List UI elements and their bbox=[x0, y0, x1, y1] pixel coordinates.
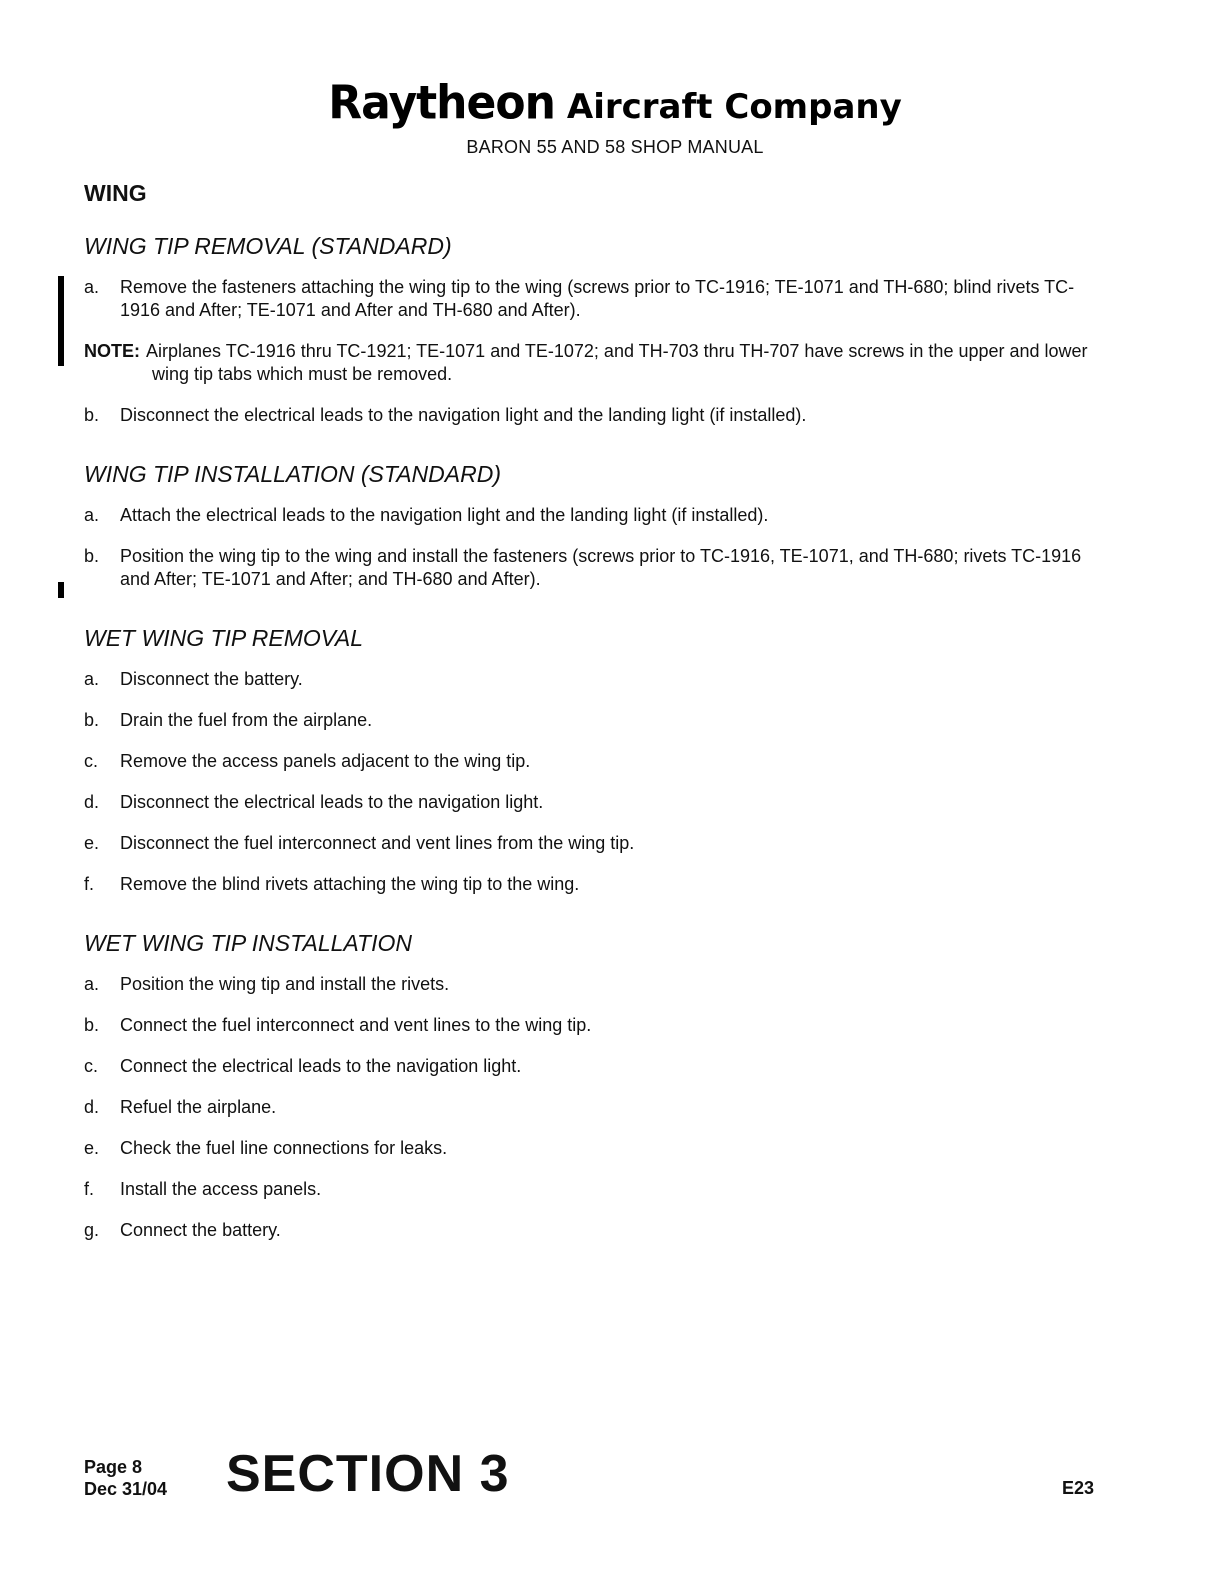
list-item bbox=[84, 791, 1094, 814]
step-letter: d. bbox=[84, 792, 100, 812]
step-letter: a. bbox=[84, 974, 100, 994]
step-text: Remove the fasteners attaching the wing tip to the wing (screws prior to TC-1916; TE-1071 and TH-680; blind rivets TC-1916 and After; TE-1071 and After and TH-680 and After). bbox=[120, 277, 1075, 320]
step-letter: a. bbox=[84, 669, 100, 689]
step-text: Position the wing tip and install the rivets. bbox=[120, 974, 450, 994]
step-text: Install the access panels. bbox=[120, 1179, 322, 1199]
change-bar-1 bbox=[58, 276, 64, 366]
subsection-title: WET WING TIP INSTALLATION bbox=[84, 930, 412, 956]
list-item bbox=[84, 1055, 1094, 1078]
step-text: Position the wing tip to the wing and install the fasteners (screws prior to TC-1916, TE-1071, and TH-680; rivets TC-1916 and After; TE-1071 and After; and TH-680 and After). bbox=[120, 546, 1082, 589]
step-text: Disconnect the fuel interconnect and vent lines from the wing tip. bbox=[120, 833, 635, 853]
section-title: WING bbox=[84, 180, 147, 206]
wing-tip-removal-block bbox=[84, 233, 1094, 427]
step-letter: b. bbox=[84, 710, 100, 730]
list-item bbox=[84, 404, 1094, 427]
list-item bbox=[84, 973, 1094, 996]
content bbox=[84, 180, 1094, 1276]
step-letter: e. bbox=[84, 1138, 100, 1158]
step-letter: f. bbox=[84, 1179, 95, 1199]
step-letter: g. bbox=[84, 1220, 100, 1240]
page-date: Dec 31/04 bbox=[84, 1479, 168, 1499]
note bbox=[84, 340, 1094, 386]
list-item bbox=[84, 832, 1094, 855]
list-item bbox=[84, 276, 1094, 322]
list-item bbox=[84, 668, 1094, 691]
step-letter: c. bbox=[84, 751, 99, 771]
list-item bbox=[84, 1014, 1094, 1037]
step-letter: f. bbox=[84, 874, 95, 894]
note-label: NOTE: bbox=[84, 341, 140, 361]
list-item bbox=[84, 545, 1094, 591]
step-letter: a. bbox=[84, 277, 100, 297]
step-text: Remove the access panels adjacent to the wing tip. bbox=[120, 751, 531, 771]
note-text: Airplanes TC-1916 thru TC-1921; TE-1071 and TE-1072; and TH-703 thru TH-707 have screws in the upper and lower wing tip tabs which must be removed. bbox=[146, 341, 1088, 384]
list-item bbox=[84, 1096, 1094, 1119]
raytheon-logo: Raytheon bbox=[328, 76, 555, 131]
subsection-title: WET WING TIP REMOVAL bbox=[84, 625, 363, 651]
list-item bbox=[84, 504, 1094, 527]
list-item bbox=[84, 1178, 1094, 1201]
wet-wing-tip-installation-block bbox=[84, 930, 1094, 1242]
step-text: Connect the fuel interconnect and vent lines to the wing tip. bbox=[120, 1015, 592, 1035]
page-header bbox=[0, 78, 1220, 158]
section-label: SECTION 3 bbox=[226, 1445, 510, 1503]
change-bar-2 bbox=[58, 582, 64, 598]
wet-wing-tip-removal-block bbox=[84, 625, 1094, 896]
page-info bbox=[84, 1456, 167, 1500]
step-letter: d. bbox=[84, 1097, 100, 1117]
manual-title: BARON 55 AND 58 SHOP MANUAL bbox=[466, 137, 764, 157]
step-text: Attach the electrical leads to the navigation light and the landing light (if installed). bbox=[120, 505, 769, 525]
step-text: Remove the blind rivets attaching the wing tip to the wing. bbox=[120, 874, 580, 894]
subsection-title: WING TIP REMOVAL (STANDARD) bbox=[84, 233, 452, 259]
step-text: Connect the battery. bbox=[120, 1220, 281, 1240]
step-text: Check the fuel line connections for leaks. bbox=[120, 1138, 448, 1158]
brand-line bbox=[0, 78, 1220, 129]
step-text: Disconnect the electrical leads to the navigation light and the landing light (if installed). bbox=[120, 405, 807, 425]
step-letter: b. bbox=[84, 1015, 100, 1035]
step-letter: b. bbox=[84, 546, 100, 566]
company-name: Aircraft Company bbox=[566, 87, 902, 127]
page-footer bbox=[84, 1445, 1094, 1512]
list-item bbox=[84, 873, 1094, 896]
step-letter: b. bbox=[84, 405, 100, 425]
step-text: Drain the fuel from the airplane. bbox=[120, 710, 373, 730]
list-item bbox=[84, 1137, 1094, 1160]
page-code: E23 bbox=[1061, 1478, 1094, 1498]
list-item bbox=[84, 1219, 1094, 1242]
list-item bbox=[84, 709, 1094, 732]
step-text: Disconnect the battery. bbox=[120, 669, 303, 689]
step-letter: e. bbox=[84, 833, 100, 853]
wing-tip-installation-block bbox=[84, 461, 1094, 591]
page-number: Page 8 bbox=[84, 1457, 143, 1477]
step-letter: a. bbox=[84, 505, 100, 525]
step-letter: c. bbox=[84, 1056, 99, 1076]
subsection-title: WING TIP INSTALLATION (STANDARD) bbox=[84, 461, 501, 487]
step-text: Disconnect the electrical leads to the navigation light. bbox=[120, 792, 544, 812]
step-text: Refuel the airplane. bbox=[120, 1097, 277, 1117]
step-text: Connect the electrical leads to the navigation light. bbox=[120, 1056, 522, 1076]
list-item bbox=[84, 750, 1094, 773]
